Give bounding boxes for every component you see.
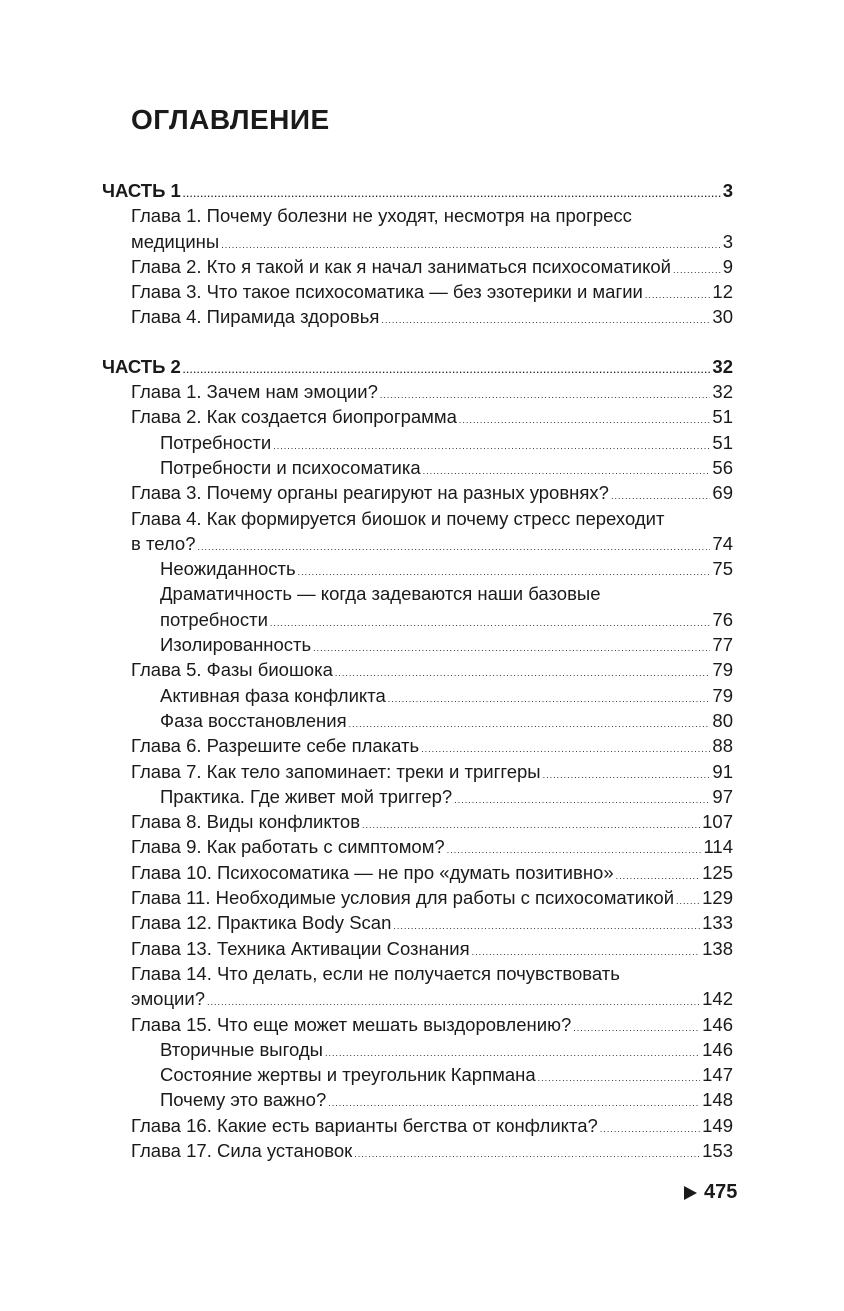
toc-part-label: ЧАСТЬ 2 (102, 355, 181, 377)
toc-entry-title: Потребности и психосоматика (160, 456, 421, 478)
toc-entry-title: Глава 13. Техника Активации Сознания (131, 937, 470, 959)
toc-page-number: 32 (712, 381, 733, 403)
dot-leader (298, 560, 711, 585)
toc-entry-title: Потребности (160, 431, 272, 453)
toc-page-number: 56 (712, 456, 733, 478)
toc-entry-title: Глава 3. Что такое психосоматика — без эзотерики и магии (131, 281, 643, 303)
toc-page-number: 147 (702, 1064, 733, 1086)
toc-page-number: 12 (712, 281, 733, 303)
toc-page-number: 148 (702, 1089, 733, 1111)
toc-entry[interactable] (0, 229, 733, 254)
toc-page-number: 69 (712, 482, 733, 504)
toc-entry-title: эмоции? (131, 988, 205, 1010)
toc-entry[interactable] (0, 480, 733, 505)
toc-entry-title: Глава 11. Необходимые условия для работы с психосоматикой (131, 887, 675, 909)
toc-part-label: ЧАСТЬ 1 (102, 180, 181, 201)
toc-entry-title: Глава 7. Как тело запоминает: треки и триггеры (131, 760, 541, 782)
toc-page-number: 3 (722, 180, 733, 201)
toc-page-number: 32 (712, 355, 733, 377)
toc-subentry[interactable] (0, 683, 733, 708)
toc-page-number: 97 (712, 785, 733, 807)
dot-leader (183, 182, 721, 207)
toc-page-number: 146 (702, 1038, 733, 1060)
toc-entry[interactable] (0, 834, 733, 859)
toc-entry-title: Глава 8. Виды конфликтов (131, 811, 361, 833)
toc-page-number: 146 (702, 1013, 733, 1035)
dot-leader (472, 940, 701, 965)
toc-subentry[interactable] (0, 1087, 733, 1112)
toc-page-number: 153 (702, 1139, 733, 1161)
toc-page-number: 114 (703, 836, 733, 858)
toc-page-number: 9 (722, 255, 733, 277)
page-folio (684, 1181, 737, 1204)
toc-entry[interactable] (0, 809, 733, 834)
toc-page-number: 77 (712, 634, 733, 656)
toc-page-number: 75 (712, 558, 733, 580)
toc-entry[interactable] (0, 531, 733, 556)
toc-entry[interactable] (0, 1113, 733, 1138)
toc-entry-wrapped-line[interactable]: Глава 14. Что делать, если не получается почувствовать (131, 962, 620, 984)
toc-entry[interactable] (0, 733, 733, 758)
folio-page-number: 475 (704, 1181, 738, 1203)
toc-entry-title: Неожиданность (160, 558, 296, 580)
toc-page-number: 88 (712, 735, 733, 757)
toc-page-number: 129 (702, 887, 733, 909)
toc-entry[interactable] (0, 304, 733, 329)
toc-entry-title: Глава 9. Как работать с симптомом? (131, 836, 445, 858)
toc-page-number: 51 (712, 406, 733, 428)
toc-entry-title: Вторичные выгоды (160, 1038, 323, 1060)
toc-entry[interactable] (0, 885, 733, 910)
toc-subentry[interactable] (0, 556, 733, 581)
toc-entry-title: в тело? (131, 532, 196, 554)
toc-entry-title: Глава 6. Разрешите себе плакать (131, 735, 420, 757)
toc-entry-title: Глава 10. Психосоматика — не про «думать позитивно» (131, 861, 614, 883)
dot-leader (381, 308, 710, 333)
toc-entry-title: потребности (160, 608, 268, 630)
dot-leader (611, 484, 710, 509)
toc-part-1[interactable] (0, 178, 733, 203)
toc-entry-wrapped-line[interactable]: Глава 1. Почему болезни не уходят, несмотря на прогресс (131, 205, 632, 227)
toc-entry-title: Глава 4. Пирамида здоровья (131, 306, 380, 328)
toc-subentry[interactable] (0, 632, 733, 657)
toc-part-2[interactable] (0, 354, 733, 379)
toc-page-number: 107 (702, 811, 733, 833)
toc-entry[interactable] (0, 759, 733, 784)
toc-entry[interactable] (0, 860, 733, 885)
toc-page-number: 79 (712, 684, 733, 706)
toc-entry[interactable] (0, 404, 733, 429)
toc-entry-title: Глава 3. Почему органы реагируют на разных уровнях? (131, 482, 609, 504)
toc-entry-title: Состояние жертвы и треугольник Карпмана (160, 1064, 536, 1086)
toc-entry-title: Глава 2. Кто я такой и как я начал заниматься психосоматикой (131, 255, 671, 277)
toc-subentry[interactable] (0, 1062, 733, 1087)
toc-page-number: 76 (712, 608, 733, 630)
toc-entry[interactable] (0, 1012, 733, 1037)
toc-entry-title: Изолированность (160, 634, 312, 656)
toc-entry-title: Глава 12. Практика Body Scan (131, 912, 392, 934)
toc-entry-title: Практика. Где живет мой триггер? (160, 785, 453, 807)
toc-subentry[interactable] (0, 784, 733, 809)
toc-entry-title: Глава 2. Как создается биопрограмма (131, 406, 457, 428)
toc-entry[interactable] (0, 1138, 733, 1163)
toc-entry[interactable] (0, 657, 733, 682)
toc-entry[interactable] (0, 910, 733, 935)
toc-entry[interactable] (0, 986, 733, 1011)
toc-page-number: 149 (702, 1114, 733, 1136)
toc-entry-wrapped-line[interactable]: Глава 4. Как формируется биошок и почему стресс переходит (131, 507, 665, 529)
toc-subentry[interactable] (0, 430, 733, 455)
toc-page-number: 138 (702, 937, 733, 959)
toc-entry[interactable] (0, 379, 733, 404)
toc-page-number: 125 (702, 861, 733, 883)
toc-page-number: 133 (702, 912, 733, 934)
toc-entry-title: Почему это важно? (160, 1089, 327, 1111)
toc-page-number: 3 (722, 230, 733, 252)
toc-entry-title: Глава 17. Сила установок (131, 1139, 353, 1161)
toc-entry-title: Активная фаза конфликта (160, 684, 386, 706)
toc-page-number: 80 (712, 709, 733, 731)
page-title: ОГЛАВЛЕНИЕ (131, 104, 330, 135)
toc-subentry[interactable] (0, 607, 733, 632)
toc-entry-title: Глава 5. Фазы биошока (131, 659, 333, 681)
toc-entry[interactable] (0, 279, 733, 304)
toc-entry[interactable] (0, 936, 733, 961)
toc-entry-title: медицины (131, 230, 220, 252)
toc-entry-title: Глава 15. Что еще может мешать выздоровлению? (131, 1013, 572, 1035)
toc-page-number: 30 (712, 306, 733, 328)
toc-entry-title: Глава 1. Зачем нам эмоции? (131, 381, 378, 403)
toc-page-number: 142 (702, 988, 733, 1010)
toc-page-number: 91 (712, 760, 733, 782)
toc-entry[interactable] (0, 254, 733, 279)
toc-subentry[interactable] (0, 1037, 733, 1062)
toc-subentry[interactable] (0, 455, 733, 480)
toc-entry-title: Фаза восстановления (160, 709, 347, 731)
toc-page-number: 79 (712, 659, 733, 681)
toc-subentry[interactable] (0, 708, 733, 733)
toc-subentry-wrapped-line[interactable]: Драматичность — когда задеваются наши базовые (160, 583, 601, 605)
toc-page-number: 74 (712, 532, 733, 554)
table-of-contents (0, 178, 844, 1163)
toc-entry-title: Глава 16. Какие есть варианты бегства от конфликта? (131, 1114, 598, 1136)
dot-leader (354, 1142, 700, 1167)
triangle-right-icon (684, 1186, 697, 1200)
toc-page-number: 51 (712, 431, 733, 453)
